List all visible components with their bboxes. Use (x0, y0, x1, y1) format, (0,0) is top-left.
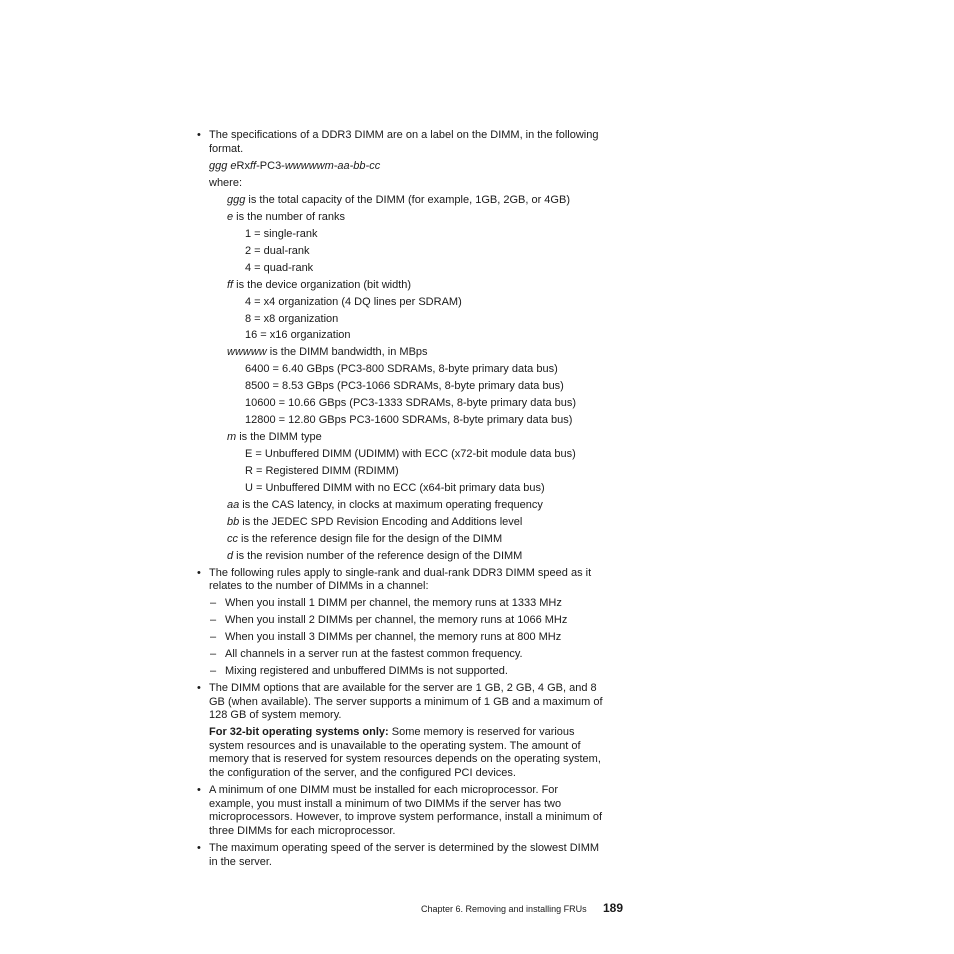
def-term: e (227, 211, 234, 223)
rule-item: When you install 3 DIMMs per channel, the memory runs at 800 MHz (225, 631, 562, 643)
bullet1-line1: The specifications of a DDR3 DIMM are on a label on the DIMM, in the following (209, 129, 599, 141)
format-rx: Rx (236, 160, 250, 172)
def-desc: is the device organization (bit width) (233, 279, 412, 291)
def-e (227, 210, 345, 224)
bullet-marker: • (197, 567, 201, 579)
note-32bit-line: memory that is reserved for system resources depends on the operating system, (209, 753, 601, 765)
page-number: 189 (603, 901, 624, 915)
note-32bit-line: the configuration of the server, and the configured PCI devices. (209, 767, 516, 779)
def-desc: is the reference design file for the design of the DIMM (238, 533, 503, 545)
def-wwwww (227, 345, 428, 359)
bullet5-line: The maximum operating speed of the server is determined by the slowest DIMM (209, 842, 600, 854)
dash-marker: – (210, 665, 217, 677)
def-w-item: 6400 = 6.40 GBps (PC3-800 SDRAMs, 8-byte primary data bus) (245, 363, 558, 375)
def-ff (227, 278, 411, 292)
bullet4-line: A minimum of one DIMM must be installed for each microprocessor. For (209, 784, 559, 796)
dash-marker: – (210, 631, 217, 643)
def-desc: is the number of ranks (233, 211, 346, 223)
rule-item: All channels in a server run at the fastest common frequency. (225, 648, 523, 660)
bullet-marker: • (197, 784, 201, 796)
def-ff-item: 4 = x4 organization (4 DQ lines per SDRAM) (245, 296, 462, 308)
def-term: ggg (227, 194, 246, 206)
def-term: wwwww (227, 346, 267, 358)
def-desc: is the CAS latency, in clocks at maximum operating frequency (239, 499, 543, 511)
def-desc: is the revision number of the reference design of the DIMM (233, 550, 523, 562)
def-e-item: 2 = dual-rank (245, 245, 310, 257)
footer-chapter: Chapter 6. Removing and installing FRUs (421, 904, 587, 914)
bullet3-line: GB (when available). The server supports a minimum of 1 GB and a maximum of (209, 696, 603, 708)
note-32bit-line1 (209, 725, 575, 739)
def-m (227, 430, 322, 444)
def-desc: is the JEDEC SPD Revision Encoding and Additions level (239, 516, 523, 528)
def-m-item: R = Registered DIMM (RDIMM) (245, 465, 399, 477)
def-w-item: 12800 = 12.80 GBps PC3-1600 SDRAMs, 8-byte primary data bus) (245, 414, 573, 426)
def-d (227, 549, 522, 563)
bullet1-line2: format. (209, 143, 244, 155)
dimm-label-format (209, 159, 380, 173)
dash-marker: – (210, 648, 217, 660)
note-32bit-line: system resources and is unavailable to the operating system. The amount of (209, 740, 581, 752)
def-ggg (227, 193, 570, 207)
bullet3-line: The DIMM options that are available for the server are 1 GB, 2 GB, 4 GB, and 8 (209, 682, 597, 694)
format-pc3: -PC3- (256, 160, 285, 172)
def-m-item: U = Unbuffered DIMM with no ECC (x64-bit primary data bus) (245, 482, 545, 494)
def-term: cc (227, 533, 238, 545)
rule-item: When you install 2 DIMMs per channel, the memory runs at 1066 MHz (225, 614, 568, 626)
note-text: Some memory is reserved for various (388, 726, 575, 738)
def-e-item: 1 = single-rank (245, 228, 318, 240)
rule-item: Mixing registered and unbuffered DIMMs is not supported. (225, 665, 508, 677)
def-term: aa (227, 499, 240, 511)
def-ff-item: 16 = x16 organization (245, 329, 351, 341)
format-rest: wwwwwm-aa-bb-cc (284, 160, 381, 172)
format-e: e (230, 160, 237, 172)
dash-marker: – (210, 614, 217, 626)
dash-marker: – (210, 597, 217, 609)
bullet-marker: • (197, 682, 201, 694)
note-label: For 32-bit operating systems only: (209, 726, 389, 738)
format-ggg: ggg (209, 160, 228, 172)
def-ff-item: 8 = x8 organization (245, 313, 339, 325)
def-aa (227, 498, 543, 512)
def-term: d (227, 550, 234, 562)
rule-item: When you install 1 DIMM per channel, the memory runs at 1333 MHz (225, 597, 562, 609)
def-m-item: E = Unbuffered DIMM (UDIMM) with ECC (x72-bit module data bus) (245, 448, 576, 460)
def-w-item: 8500 = 8.53 GBps (PC3-1066 SDRAMs, 8-byte primary data bus) (245, 380, 564, 392)
format-ff: ff (250, 160, 257, 172)
def-desc: is the total capacity of the DIMM (for example, 1GB, 2GB, or 4GB) (245, 194, 570, 206)
bullet4-line: three DIMMs for each microprocessor. (209, 825, 396, 837)
def-cc (227, 532, 502, 546)
def-term: bb (227, 516, 240, 528)
bullet2-line1: The following rules apply to single-rank and dual-rank DDR3 DIMM speed as it (209, 567, 592, 579)
def-desc: is the DIMM type (236, 431, 322, 443)
def-desc: is the DIMM bandwidth, in MBps (266, 346, 428, 358)
bullet2-line2: relates to the number of DIMMs in a channel: (209, 580, 429, 592)
def-term: m (227, 431, 237, 443)
def-term: ff (227, 279, 234, 291)
def-e-item: 4 = quad-rank (245, 262, 314, 274)
bullet3-line: 128 GB of system memory. (209, 709, 342, 721)
where-label: where: (209, 177, 243, 189)
bullet5-line: in the server. (209, 856, 272, 868)
def-w-item: 10600 = 10.66 GBps (PC3-1333 SDRAMs, 8-byte primary data bus) (245, 397, 577, 409)
bullet4-line: microprocessors. However, to improve system performance, install a minimum of (209, 811, 603, 823)
bullet-marker: • (197, 129, 201, 141)
bullet4-line: example, you must install a minimum of two DIMMs if the server has two (209, 798, 562, 810)
def-bb (227, 515, 522, 529)
bullet-marker: • (197, 842, 201, 854)
